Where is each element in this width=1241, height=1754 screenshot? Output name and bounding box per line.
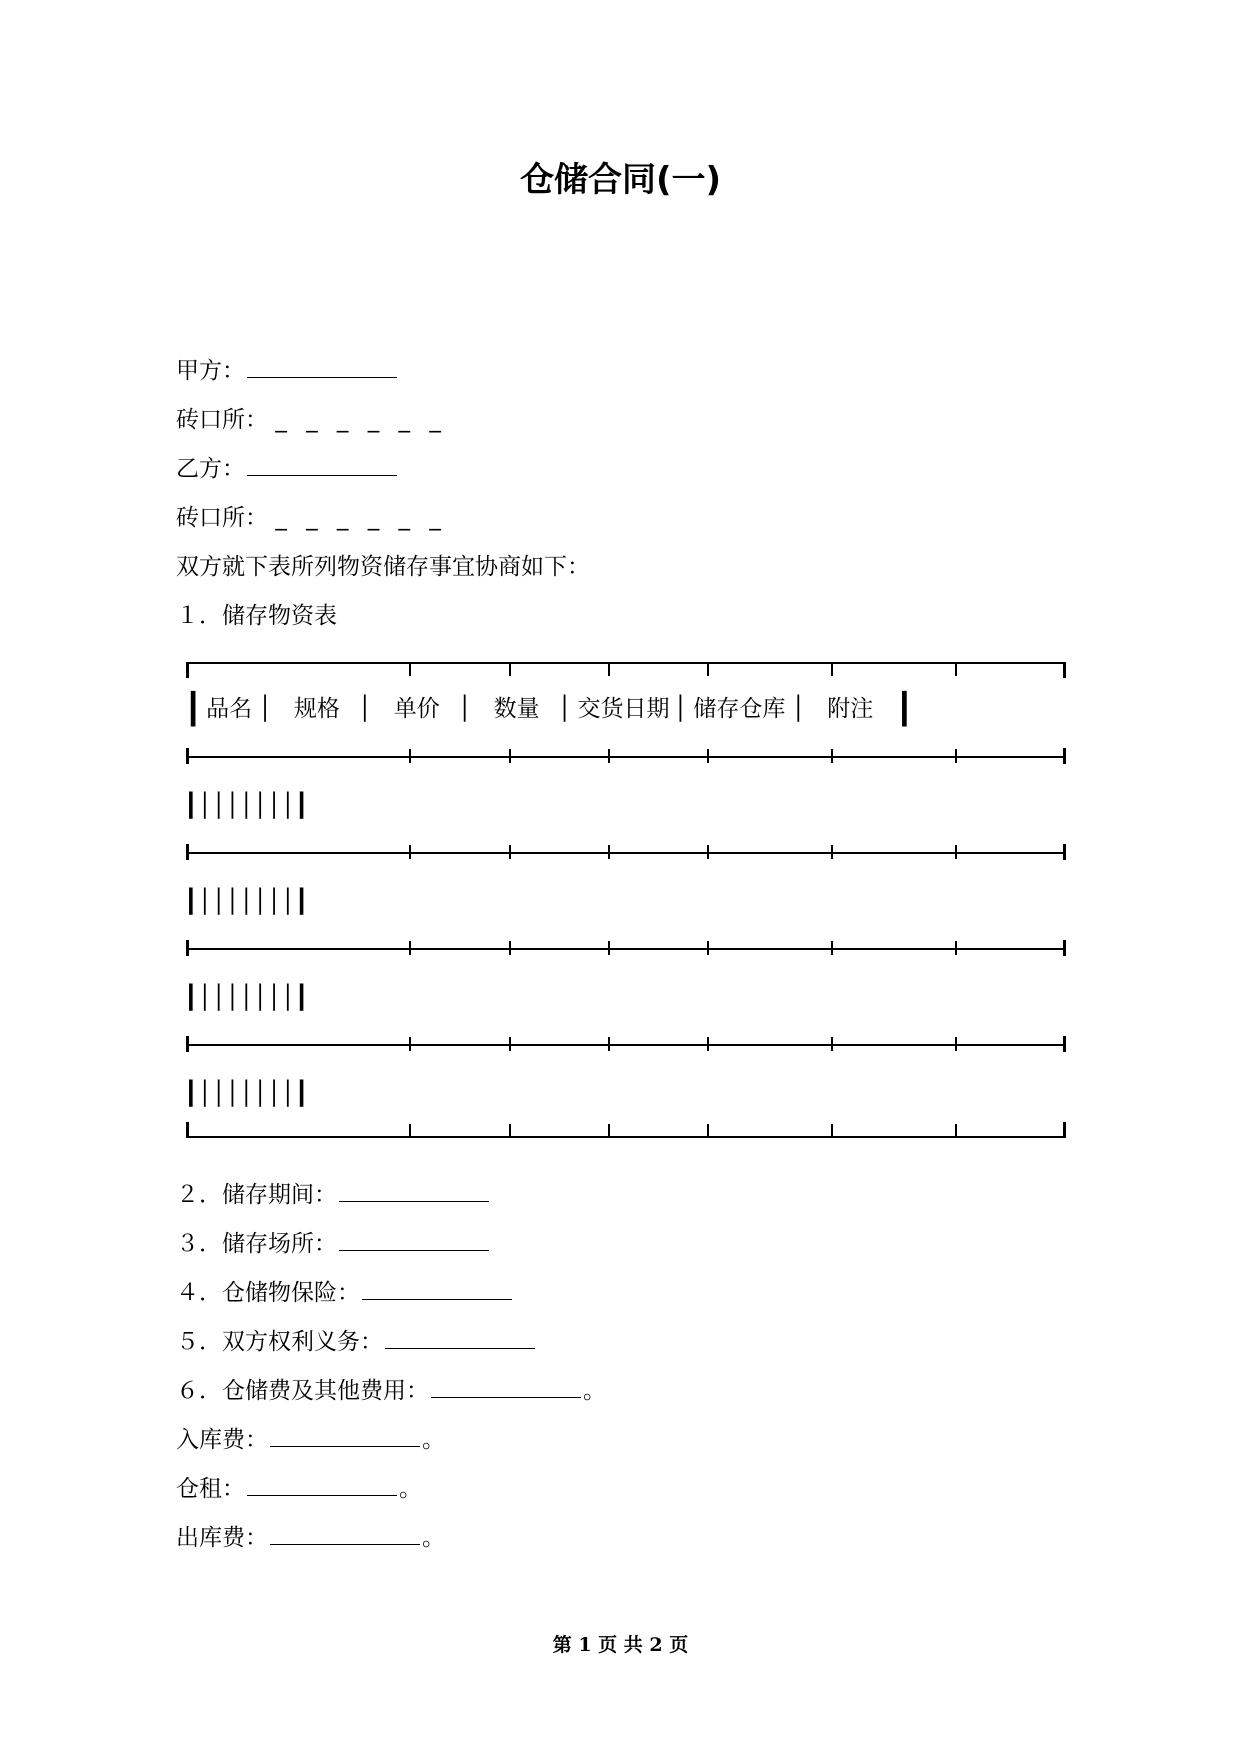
table-rule-line	[187, 662, 1065, 664]
header-spec: 规格	[293, 696, 340, 722]
fee-rent-blank[interactable]	[247, 1475, 397, 1496]
table-column-tick	[955, 1037, 957, 1051]
table-column-tick	[608, 1124, 610, 1138]
table-edge-mark	[1063, 1122, 1066, 1138]
table-edge-mark	[186, 1036, 189, 1052]
table-column-tick	[955, 845, 957, 859]
header-delivery-date: 交货日期	[577, 696, 670, 722]
address-a-blank[interactable]: _ _ _ _ _ _	[275, 407, 447, 433]
period-mark: 。	[422, 1525, 445, 1551]
insurance-blank[interactable]	[362, 1279, 512, 1300]
table-rule-line	[187, 1044, 1065, 1046]
fees-blank[interactable]	[431, 1377, 581, 1398]
table-column-tick	[608, 662, 610, 676]
fee-in-label: 入库费：	[176, 1427, 268, 1453]
table-column-tick	[955, 941, 957, 955]
table-rule-line	[187, 852, 1065, 854]
table-column-tick	[509, 1037, 511, 1051]
fee-in-blank[interactable]	[270, 1426, 420, 1447]
header-name: 品名	[206, 696, 253, 722]
table-edge-mark	[1063, 1036, 1066, 1052]
table-column-tick	[831, 941, 833, 955]
address-b-label: 砖口所：	[176, 505, 268, 531]
table-column-tick	[509, 941, 511, 955]
table-column-tick	[509, 1124, 511, 1138]
party-b-blank[interactable]	[247, 455, 397, 476]
table-column-tick	[707, 845, 709, 859]
section-6-label: ６．仓储费及其他费用：	[176, 1378, 429, 1404]
table-edge-mark	[186, 940, 189, 956]
table-column-tick	[707, 749, 709, 763]
table-column-tick	[707, 1037, 709, 1051]
table-edge-mark	[186, 844, 189, 860]
table-column-tick	[409, 1124, 411, 1138]
table-column-tick	[831, 845, 833, 859]
table-column-tick	[608, 1037, 610, 1051]
table-row: ┃│││││││┃	[184, 985, 309, 1011]
table-column-tick	[509, 749, 511, 763]
table-column-tick	[955, 1124, 957, 1138]
section-5-line	[176, 1327, 537, 1357]
table-rule-line	[187, 756, 1065, 758]
section-5-label: ５．双方权利义务：	[176, 1329, 383, 1355]
table-column-tick	[831, 1037, 833, 1051]
table-column-tick	[509, 845, 511, 859]
table-column-tick	[707, 1124, 709, 1138]
table-column-tick	[608, 749, 610, 763]
party-b-line	[176, 454, 399, 484]
table-row: ┃│││││││┃	[184, 793, 309, 819]
fee-rent-line	[176, 1474, 422, 1504]
address-b-blank[interactable]: _ _ _ _ _ _	[275, 505, 447, 531]
header-remarks: 附注	[827, 696, 874, 722]
fee-out-label: 出库费：	[176, 1525, 268, 1551]
table-column-tick	[608, 845, 610, 859]
table-header-row: ┃ 品名 │ 规格 │ 单价 │ 数量 │ 交货日期 │ 储存仓库 │ 附注 ┃	[184, 692, 914, 727]
period-mark: 。	[422, 1427, 445, 1453]
table-column-tick	[409, 1037, 411, 1051]
table-column-tick	[409, 941, 411, 955]
table-row: ┃│││││││┃	[184, 889, 309, 915]
address-a-label: 砖口所：	[176, 407, 268, 433]
table-rule-line	[187, 1136, 1065, 1138]
section-3-label: ３．储存场所：	[176, 1231, 337, 1257]
rights-obligations-blank[interactable]	[385, 1328, 535, 1349]
table-edge-mark	[1063, 844, 1066, 860]
table-column-tick	[409, 845, 411, 859]
party-b-label: 乙方：	[176, 456, 245, 482]
document-title: 仓储合同(一)	[519, 160, 722, 200]
address-b-line	[176, 503, 447, 533]
period-mark: 。	[583, 1378, 606, 1404]
party-a-label: 甲方：	[176, 358, 245, 384]
table-column-tick	[707, 662, 709, 676]
period-mark: 。	[399, 1476, 422, 1502]
section-1-heading: １．储存物资表	[176, 603, 337, 629]
table-column-tick	[831, 749, 833, 763]
table-column-tick	[608, 941, 610, 955]
header-warehouse: 储存仓库	[693, 696, 786, 722]
table-edge-mark	[1063, 748, 1066, 764]
table-column-tick	[409, 662, 411, 676]
table-column-tick	[955, 662, 957, 676]
table-edge-mark	[186, 662, 189, 678]
party-a-blank[interactable]	[247, 357, 397, 378]
table-edge-mark	[186, 1122, 189, 1138]
section-4-label: ４．仓储物保险：	[176, 1280, 360, 1306]
table-rule-line	[187, 948, 1065, 950]
table-column-tick	[409, 749, 411, 763]
table-edge-mark	[1063, 662, 1066, 678]
table-column-tick	[509, 662, 511, 676]
table-row: ┃│││││││┃	[184, 1081, 309, 1107]
party-a-line	[176, 356, 399, 386]
table-column-tick	[831, 662, 833, 676]
section-4-line	[176, 1278, 514, 1308]
table-edge-mark	[1063, 940, 1066, 956]
address-a-line	[176, 405, 447, 435]
storage-period-blank[interactable]	[339, 1181, 489, 1202]
section-2-label: ２．储存期间：	[176, 1182, 337, 1208]
fee-out-blank[interactable]	[270, 1524, 420, 1545]
intro-text: 双方就下表所列物资储存事宜协商如下：	[176, 554, 590, 580]
header-price: 单价	[393, 696, 440, 722]
storage-location-blank[interactable]	[339, 1230, 489, 1251]
table-column-tick	[955, 749, 957, 763]
table-edge-mark	[186, 748, 189, 764]
section-6-line	[176, 1376, 606, 1406]
table-column-tick	[707, 941, 709, 955]
fee-out-line	[176, 1523, 445, 1553]
fee-in-line	[176, 1425, 445, 1455]
page-footer: 第 1 页 共 2 页	[552, 1634, 689, 1656]
table-column-tick	[831, 1124, 833, 1138]
section-3-line	[176, 1229, 491, 1259]
section-2-line	[176, 1180, 491, 1210]
header-quantity: 数量	[493, 696, 540, 722]
fee-rent-label: 仓租：	[176, 1476, 245, 1502]
